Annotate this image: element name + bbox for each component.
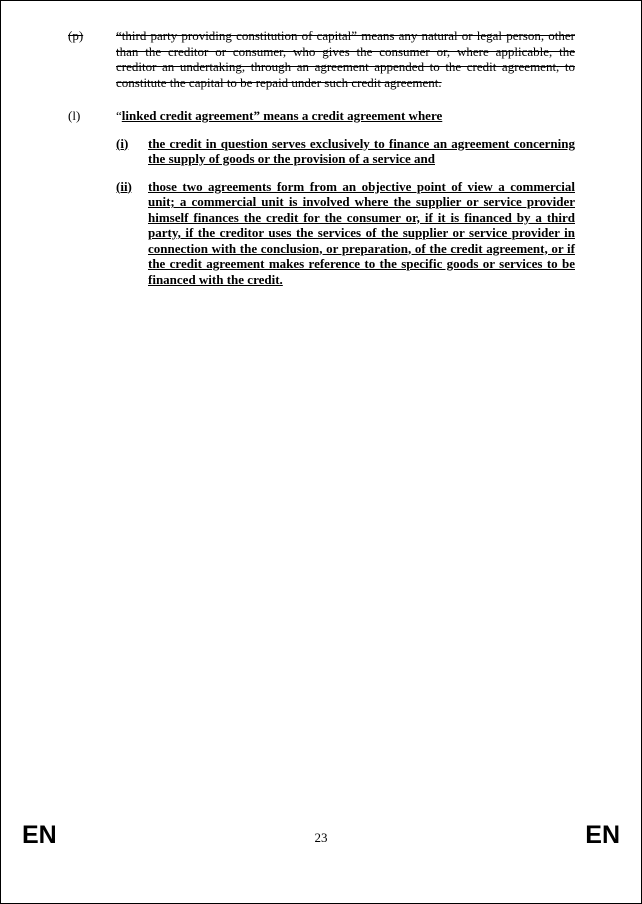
- list-item: [116, 179, 575, 288]
- paragraph-l: [68, 108, 575, 287]
- page-footer: [0, 820, 642, 854]
- page-number: 23: [314, 830, 328, 845]
- paragraph-l-open-quote: “: [116, 108, 122, 123]
- paragraph-l-marker: (l): [68, 108, 81, 123]
- list-item: [116, 136, 575, 167]
- paragraph-p-text: “third party providing constitution of capital” means any natural or legal person, other than the creditor or consumer, who gives the consumer or, where applicable, the creditor an undertaking, through an agreement appended to the credit agreement, to constitute the capital to be repaid under such credit agreement.: [116, 28, 575, 90]
- language-code-left: EN: [22, 821, 57, 849]
- paragraph-p-marker: (p): [68, 28, 84, 43]
- item-ii-text: those two agreements form from an objective point of view a commercial unit; a commercial unit is involved where the supplier or service provider himself finances the credit for the consumer or, if it is financed by a third party, if the creditor uses the services of the supplier or service provider in connection with the conclusion, or preparation, of the credit agreement, or if the credit agreement makes reference to the specific goods or services to be financed with the credit.: [148, 178, 575, 287]
- document-body: [68, 28, 575, 287]
- item-ii-marker: (ii): [116, 178, 132, 194]
- language-code-right: EN: [585, 821, 620, 849]
- paragraph-l-definition: linked credit agreement” means a credit agreement where: [121, 108, 443, 123]
- item-i-marker: (i): [116, 135, 129, 151]
- item-i-text: the credit in question serves exclusively to finance an agreement concerning the supply of goods or the provision of a service and: [148, 135, 575, 166]
- paragraph-l-items: [116, 136, 575, 288]
- paragraph-p: [68, 28, 575, 90]
- paragraph-l-text: [116, 108, 575, 124]
